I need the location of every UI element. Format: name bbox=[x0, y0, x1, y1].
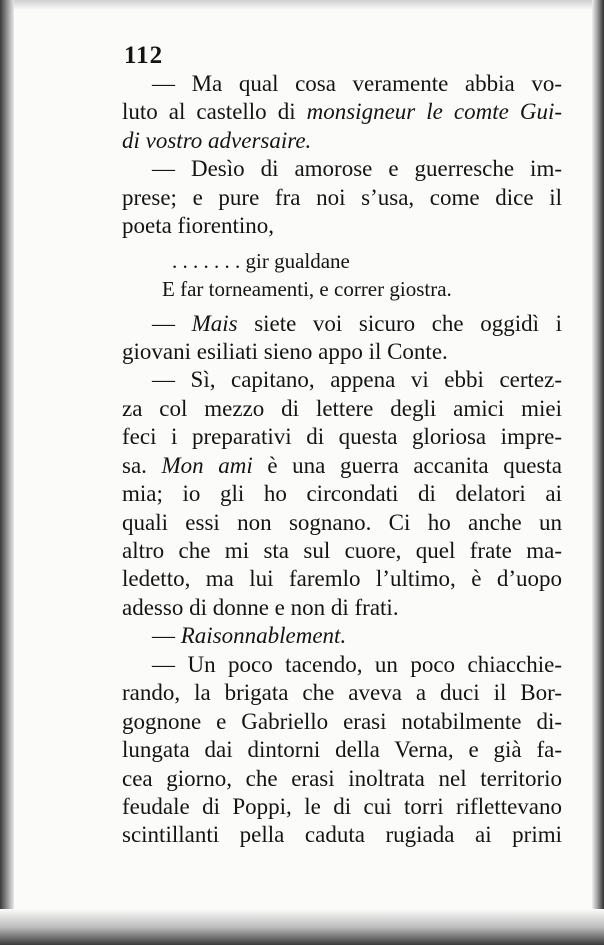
text-line: scintillanti pella caduta rugiada ai primi bbox=[122, 822, 562, 848]
page-edge-left bbox=[0, 0, 14, 945]
body-text bbox=[122, 70, 562, 850]
page-edge-top bbox=[0, 0, 604, 10]
text-line: — Un poco tacendo, un poco chiacchie- bbox=[152, 651, 562, 677]
text-line: rando, la brigata che aveva a duci il Bor- bbox=[122, 680, 562, 706]
text-line: — Raisonnablement. bbox=[152, 623, 347, 649]
text-line: sa. Mon ami è una guerra accanita questa bbox=[122, 452, 562, 478]
text-line: prese; e pure fra noi s’usa, come dice il bbox=[122, 184, 562, 210]
text-line: — Desìo di amorose e guerresche im- bbox=[152, 156, 562, 182]
text-line: feudale di Poppi, le di cui torri riflettevano bbox=[122, 793, 562, 819]
text-line: gognone e Gabriello erasi notabilmente di- bbox=[122, 708, 562, 734]
text-line: za col mezzo di lettere degli amici miei bbox=[122, 395, 562, 421]
text-line: mia; io gli ho circondati di delatori ai bbox=[122, 481, 562, 507]
text-line: — Sì, capitano, appena vi ebbi certez- bbox=[152, 367, 562, 393]
page-number: 112 bbox=[124, 42, 164, 69]
text-line: feci i preparativi di questa gloriosa impre- bbox=[122, 424, 562, 450]
text-line: quali essi non sognano. Ci ho anche un bbox=[122, 509, 562, 535]
text-line: cea giorno, che erasi inoltrata nel territorio bbox=[122, 765, 562, 791]
verse-line: E far torneamenti, e correr giostra. bbox=[162, 277, 452, 302]
text-line: — Mais siete voi sicuro che oggidì i bbox=[152, 310, 562, 336]
text-line: altro che mi sta sul cuore, quel frate ma- bbox=[122, 538, 562, 563]
text-line: poeta fiorentino, bbox=[122, 213, 275, 239]
text-line: adesso di donne e non di frati. bbox=[122, 594, 399, 620]
verse-line: . . . . . . . gir gualdane bbox=[172, 248, 350, 273]
page-edge-bottom bbox=[0, 909, 604, 945]
text-line: lungata dai dintorni della Verna, e già fa- bbox=[122, 737, 562, 763]
text-line: ledetto, ma lui faremlo l’ultimo, è d’uopo bbox=[122, 566, 562, 592]
text-line: — Ma qual cosa veramente abbia vo- bbox=[152, 71, 562, 96]
text-line: luto al castello di monsigneur le comte Gui- bbox=[122, 99, 562, 125]
text-line: giovani esiliati sieno appo il Conte. bbox=[122, 338, 448, 364]
text-line: di vostro adversaire. bbox=[122, 127, 312, 153]
page-edge-right bbox=[592, 0, 604, 945]
